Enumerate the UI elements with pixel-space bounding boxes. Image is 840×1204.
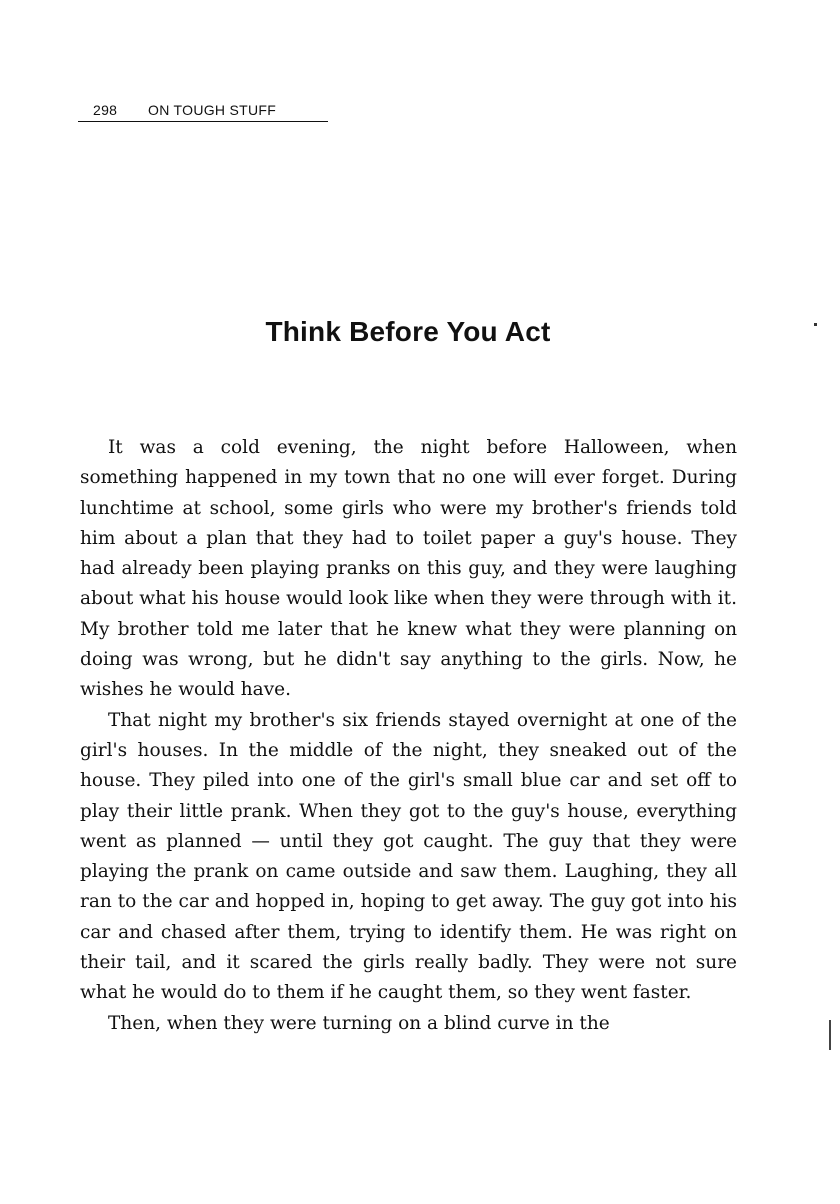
story-title: Think Before You Act (265, 316, 551, 347)
header-rule (78, 121, 328, 122)
scan-speck (814, 323, 817, 326)
paragraph-2: That night my brother's six friends stayed overnight at one of the girl's houses. In the middle of the night, they sneaked out of the house. They piled into one of the girl's small blue car and set off to play their little prank. When they got to the guy's house, everything went as planned — until they got caught. The guy that they were playing the prank on came outside and saw them. Laughing, they all ran to the car and hopped in, hoping to get away. The guy got into his car and chased after them, trying to identify them. He was right on their tail, and it scared the girls really badly. They were not sure what he would do to them if he caught them, so they went faster. (80, 709, 737, 1004)
running-title: ON TOUGH STUFF (148, 102, 277, 118)
page-number: 298 (93, 102, 118, 118)
running-head (78, 100, 328, 122)
paragraph-3: Then, when they were turning on a blind curve in the (108, 1012, 610, 1034)
scan-edge-mark (826, 1020, 831, 1050)
story-body (80, 433, 737, 1039)
paragraph-1: It was a cold evening, the night before Halloween, when something happened in my town that no one will ever forget. During lunchtime at school, some girls who were my brother's friends told him about a plan that they had to toilet paper a guy's house. They had already been playing pranks on this guy, and they were laughing about what his house would look like when they were through with it. My brother told me later that he knew what they were planning on doing was wrong, but he didn't say anything to the girls. Now, he wishes he would have. (80, 437, 737, 701)
